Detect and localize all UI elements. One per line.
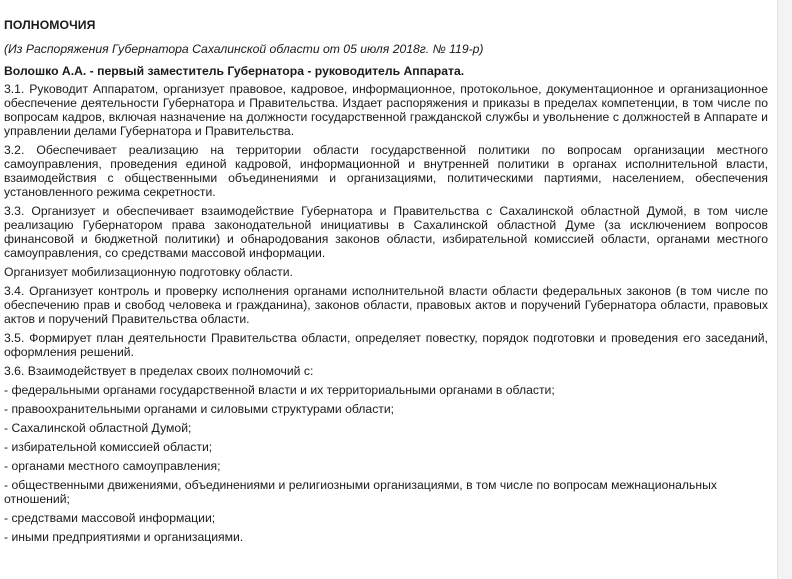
paragraph-3-3: 3.3. Организует и обеспечивает взаимодействие Губернатора и Правительства с Сахалинской областной Думой, в том числе реализацию Губернатором права законодательной инициативы в Сахалинской областной Думе (за исключением вопросов финансовой и бюджетной политики) и обнародования законов области, избирательной комиссией области, органами местного самоуправления, со средствами массовой информации.: [4, 204, 768, 260]
vertical-scrollbar[interactable]: [777, 0, 792, 579]
list-item: - избирательной комиссией области;: [4, 440, 213, 454]
list-item: - федеральными органами государственной власти и их территориальными органами в области;: [4, 383, 555, 397]
paragraph-3-4: 3.4. Организует контроль и проверку исполнения органами исполнительной власти области федеральных законов (в том числе по обеспечению прав и свобод человека и гражданина), законов области, правовых актов и поручений Губернатора области, правовых актов и поручений Правительства области.: [4, 284, 768, 326]
source-reference: (Из Распоряжения Губернатора Сахалинской области от 05 июля 2018г. № 119-р): [4, 42, 484, 56]
list-item: - иными предприятиями и организациями.: [4, 530, 244, 544]
list-item: - органами местного самоуправления;: [4, 459, 221, 473]
paragraph-3-1: 3.1. Руководит Аппаратом, организует правовое, кадровое, информационное, протокольное, документационное и организационное обеспечение деятельности Губернатора и Правительства. Издает распоряжения и приказы в пределах компетенции, в том числе по вопросам кадров, включая назначение на должности государственной гражданской службы и увольнение с должностей в Аппарате и управлении делами Губернатора и Правительства.: [4, 82, 768, 138]
official-name: Волошко А.А. - первый заместитель Губернатора - руководитель Аппарата.: [4, 64, 465, 78]
list-item: - правоохранительными органами и силовыми структурами области;: [4, 402, 395, 416]
list-item: - общественными движениями, объединениями и религиозными организациями, в том числе по вопросам межнациональных отношений;: [4, 478, 717, 506]
paragraph-mobilization: Организует мобилизационную подготовку области.: [4, 265, 293, 279]
list-item: - Сахалинской областной Думой;: [4, 421, 192, 435]
paragraph-3-2: 3.2. Обеспечивает реализацию на территории области государственной политики по вопросам организации местного самоуправления, проведения единой кадровой, информационной и внутренней политики в органах исполнительной власти, взаимодействия с общественными объединениями и организациями, политическими партиями, населением, обеспечения установленного режима секретности.: [4, 143, 768, 199]
paragraph-3-5: 3.5. Формирует план деятельности Правительства области, определяет повестку, порядок подготовки и проведения его заседаний, оформления решений.: [4, 331, 768, 359]
paragraph-3-6: 3.6. Взаимодействует в пределах своих полномочий с:: [4, 364, 314, 378]
section-heading: ПОЛНОМОЧИЯ: [4, 18, 96, 32]
document-page: [4, 0, 768, 544]
list-item: - средствами массовой информации;: [4, 511, 216, 525]
